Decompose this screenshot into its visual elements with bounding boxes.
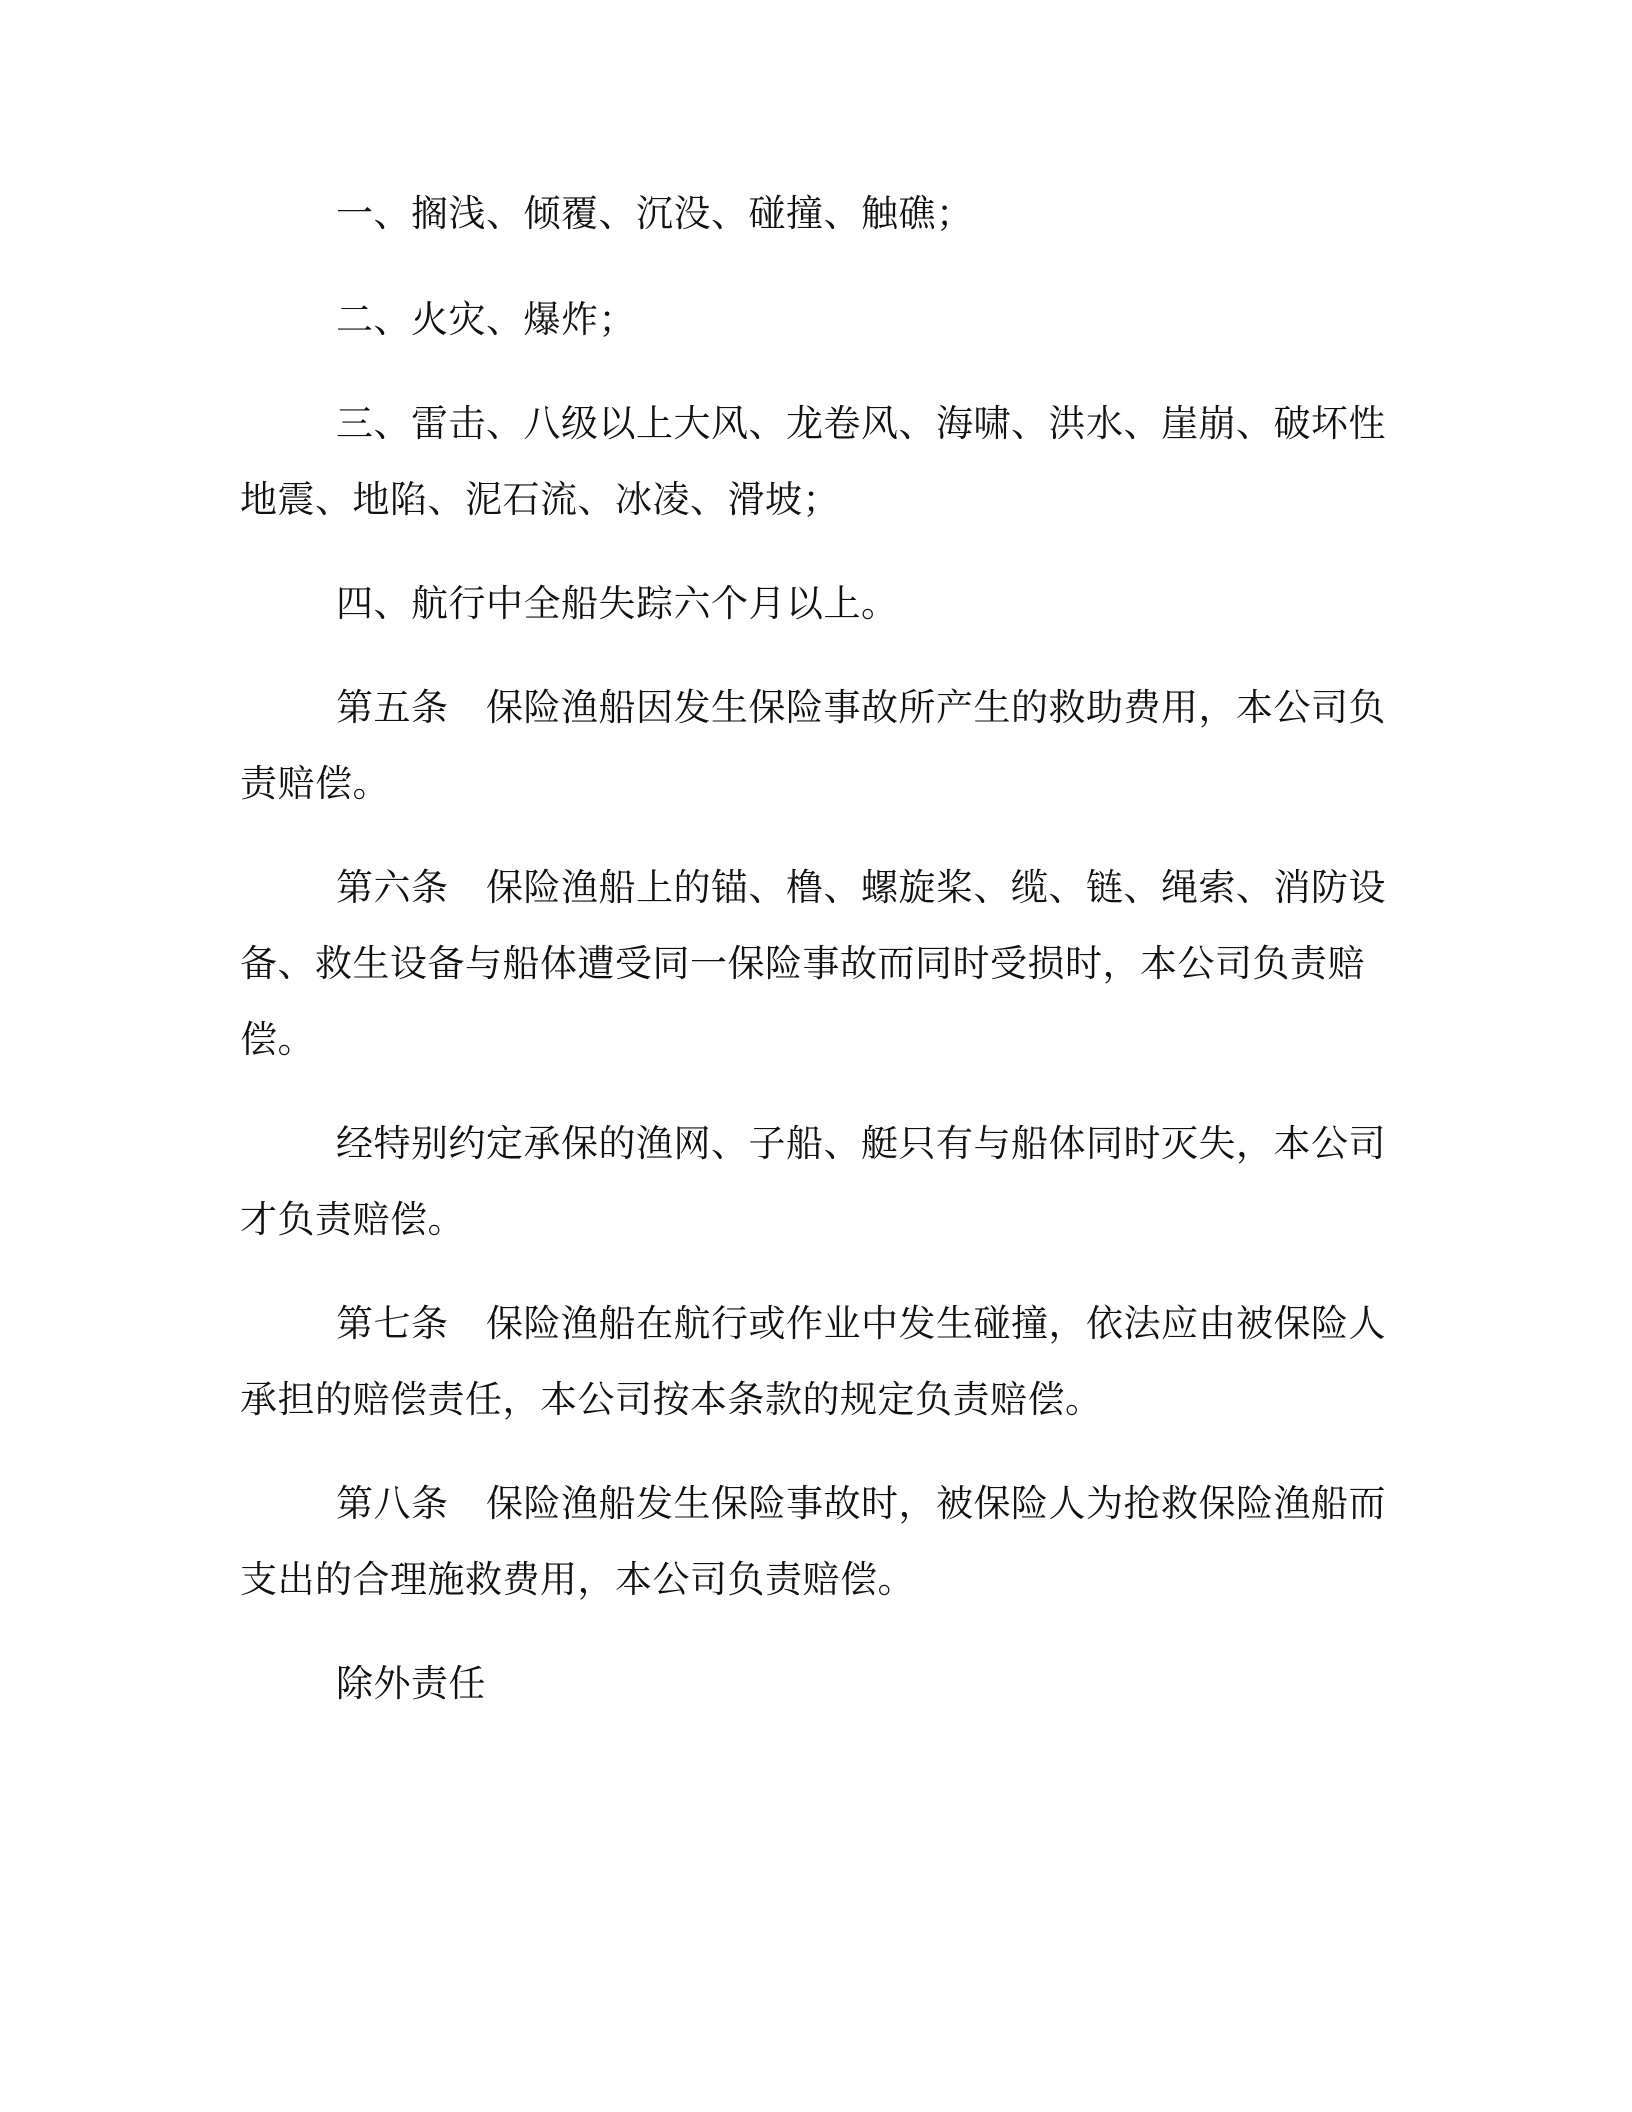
text-line: 第七条 保险渔船在航行或作业中发生碰撞，依法应由被保险人 <box>336 1302 1386 1345</box>
text-line: 三、雷击、八级以上大风、龙卷风、海啸、洪水、崖崩、破坏性 <box>336 402 1386 445</box>
article-6 <box>240 850 1386 1078</box>
text-line: 经特别约定承保的渔网、子船、艇只有与船体同时灭失，本公司 <box>336 1122 1386 1165</box>
text-line: 责赔偿。 <box>240 762 390 805</box>
text-line: 二、火灾、爆炸； <box>336 298 636 341</box>
text-line: 支出的合理施救费用，本公司负责赔偿。 <box>240 1558 915 1601</box>
clause-item-4 <box>240 566 1375 642</box>
clause-item-3 <box>240 386 1386 538</box>
text-line: 承担的赔偿责任，本公司按本条款的规定负责赔偿。 <box>240 1378 1103 1421</box>
text-line: 一、搁浅、倾覆、沉没、碰撞、触礁； <box>336 192 974 235</box>
text-line: 第六条 保险渔船上的锚、橹、螺旋桨、缆、链、绳索、消防设 <box>336 866 1386 909</box>
article-8 <box>240 1466 1386 1618</box>
special-agreement <box>240 1106 1386 1258</box>
text-line: 偿。 <box>240 1018 315 1061</box>
text-line: 除外责任 <box>336 1662 486 1705</box>
text-line: 第八条 保险渔船发生保险事故时，被保险人为抢救保险渔船而 <box>336 1482 1386 1525</box>
text-line: 备、救生设备与船体遭受同一保险事故而同时受损时，本公司负责赔 <box>240 942 1365 985</box>
clause-item-1 <box>240 176 1375 252</box>
text-line: 第五条 保险渔船因发生保险事故所产生的救助费用，本公司负 <box>336 686 1386 729</box>
clause-item-2 <box>240 282 1375 358</box>
article-5 <box>240 670 1386 822</box>
text-line: 地震、地陷、泥石流、冰凌、滑坡； <box>240 478 840 521</box>
article-7 <box>240 1286 1386 1438</box>
text-line: 才负责赔偿。 <box>240 1198 465 1241</box>
section-heading-exclusions <box>240 1646 1375 1722</box>
text-line: 四、航行中全船失踪六个月以上。 <box>336 582 899 625</box>
